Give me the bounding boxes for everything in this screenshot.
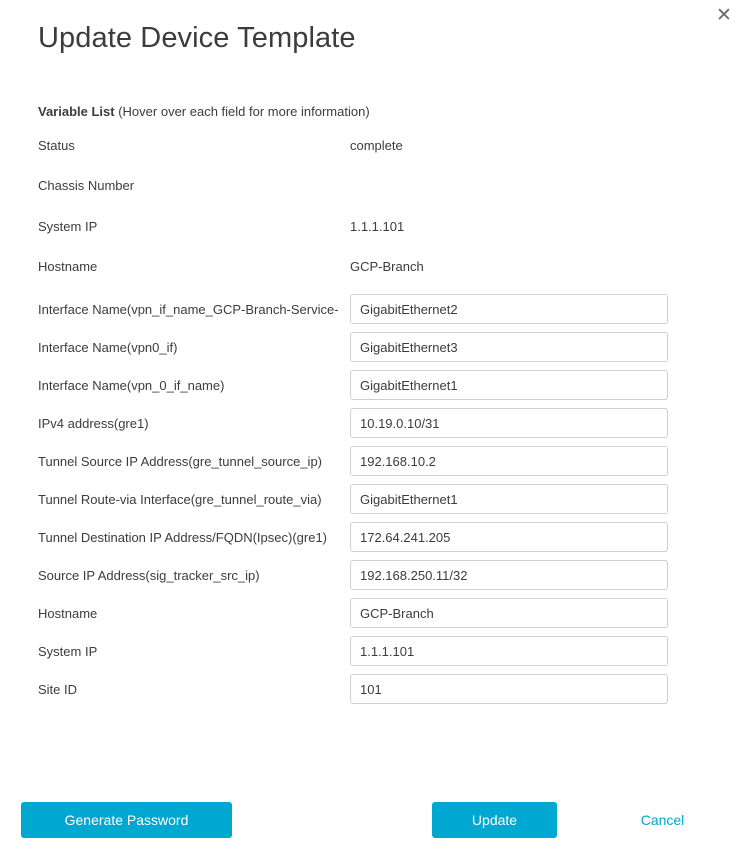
field-row-hostname-static (0, 254, 752, 278)
gre-tunnel-source-ip-input[interactable] (350, 446, 668, 476)
field-row-vpn0-if (0, 332, 752, 362)
field-label: System IP (38, 643, 98, 659)
field-row-hostname (0, 598, 752, 628)
hostname-input[interactable] (350, 598, 668, 628)
field-row-gre-tunnel-route-via (0, 484, 752, 514)
field-row-ipv4-address-gre1 (0, 408, 752, 438)
field-label: Chassis Number (38, 177, 135, 193)
field-label: Tunnel Source IP Address(gre_tunnel_source_ip) (38, 453, 323, 469)
page-title: Update Device Template (38, 22, 356, 54)
field-row-system-ip-static (0, 214, 752, 238)
variable-list-form (0, 119, 752, 704)
tunnel-destination-ip-input[interactable] (350, 522, 668, 552)
field-label: Site ID (38, 681, 78, 697)
field-label: Hostname (38, 258, 98, 274)
field-value: complete (350, 137, 403, 153)
field-label: IPv4 address(gre1) (38, 415, 149, 431)
sig-tracker-src-ip-input[interactable] (350, 560, 668, 590)
field-label: Tunnel Destination IP Address/FQDN(Ipsec)(gre1) (38, 529, 328, 545)
field-row-status (0, 133, 752, 157)
field-label: Interface Name(vpn_0_if_name) (38, 377, 225, 393)
field-value: 1.1.1.101 (350, 218, 405, 234)
close-icon[interactable]: ✕ (712, 4, 736, 28)
dialog-footer (0, 802, 752, 838)
field-label: Interface Name(vpn_if_name_GCP-Branch-Service- (38, 301, 339, 317)
gre-tunnel-route-via-input[interactable] (350, 484, 668, 514)
field-row-chassis-number (0, 173, 752, 197)
generate-password-button[interactable]: Generate Password (21, 802, 232, 838)
system-ip-input[interactable] (350, 636, 668, 666)
field-label: Source IP Address(sig_tracker_src_ip) (38, 567, 260, 583)
variable-list-label: Variable List (38, 104, 115, 119)
field-row-tunnel-destination-ip (0, 522, 752, 552)
vpn-0-if-name-input[interactable] (350, 370, 668, 400)
field-label: Tunnel Route-via Interface(gre_tunnel_route_via) (38, 491, 322, 507)
field-label: System IP (38, 218, 98, 234)
field-row-site-id (0, 674, 752, 704)
cancel-button[interactable]: Cancel (600, 802, 725, 838)
field-label: Status (38, 137, 75, 153)
field-row-gre-tunnel-source-ip (0, 446, 752, 476)
field-row-sig-tracker-src-ip (0, 560, 752, 590)
update-button[interactable]: Update (432, 802, 557, 838)
field-label: Interface Name(vpn0_if) (38, 339, 178, 355)
field-row-vpn-0-if-name (0, 370, 752, 400)
ipv4-address-gre1-input[interactable] (350, 408, 668, 438)
field-label: Hostname (38, 605, 98, 621)
vpn-if-name-service-input[interactable] (350, 294, 668, 324)
variable-list-heading (0, 55, 752, 119)
field-row-vpn-if-name-service (0, 294, 752, 324)
variable-list-hint: (Hover over each field for more information) (118, 104, 370, 119)
vpn0-if-input[interactable] (350, 332, 668, 362)
site-id-input[interactable] (350, 674, 668, 704)
field-value: GCP-Branch (350, 258, 424, 274)
field-row-system-ip (0, 636, 752, 666)
